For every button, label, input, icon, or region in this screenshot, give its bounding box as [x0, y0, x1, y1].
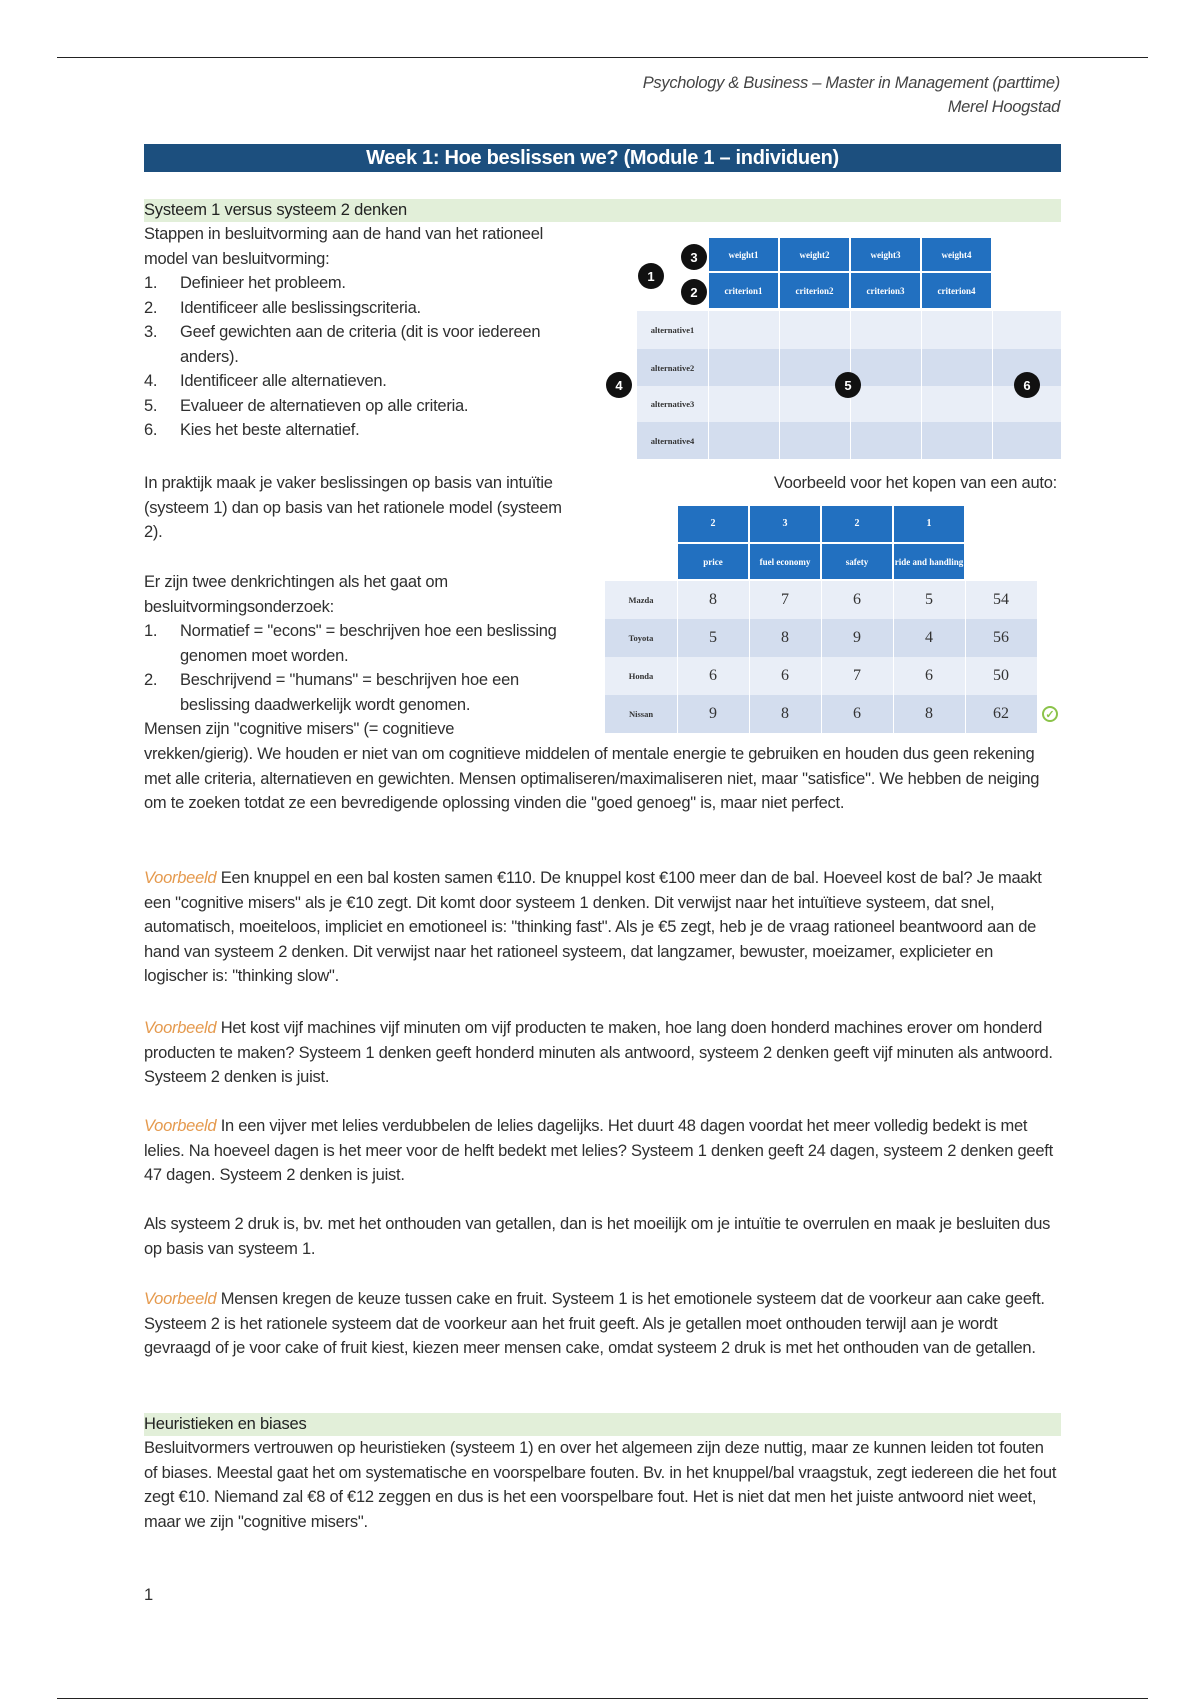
weight-cell: 1 [893, 505, 965, 543]
list-item [144, 320, 574, 369]
steps-list [144, 271, 574, 443]
example-text: Mensen kregen de keuze tussen cake en fruit. Systeem 1 is het emotionele systeem dat de voorkeur aan cake geeft. Systeem 2 is het rationele systeem dat de voorkeur aan het fruit geeft. Als je getallen moet onthouden terwijl aan je wordt gevraagd of je voor cake of fruit kiest, kiezen meer mensen cake, omdat systeem 2 druk is met het onthouden van de getallen. [144, 1290, 1045, 1357]
section-heading-systeem: Systeem 1 versus systeem 2 denken [144, 199, 1061, 222]
grid-line [677, 581, 678, 733]
weight-cell: 2 [677, 505, 749, 543]
bottom-rule [57, 1698, 1148, 1699]
car-name: Honda [628, 671, 654, 681]
denkrichtingen-block [144, 570, 584, 742]
list-item [144, 369, 574, 394]
list-text: Beschrijvend = "humans" = beschrijven hoe een beslissing daadwerkelijk wordt genomen. [180, 671, 519, 714]
grid-line [893, 581, 894, 733]
header-course: Psychology & Business – Master in Management (parttime) [642, 74, 1060, 92]
example-text: Een knuppel en een bal kosten samen €110. De knuppel kost €100 meer dan de bal. Hoeveel kost de bal? Je maakt een "cognitive misers" als je €10 zegt. Dit komt door systeem 1 denken. Dit verwijst naar het intuïtieve systeem, dat snel, automatisch, moeiteloos, impliciet en emotioneel is: "thinking fast". Als je €5 zegt, heb je de vraag rationeel beantwoord aan de hand van systeem 2 denken. Dit verwijst naar het rationeel systeem, dat langzamer, bewuster, moeizamer, explicieter en logischer is: "thinking slow". [144, 869, 1042, 985]
number-badge-3: 3 [681, 244, 707, 270]
score-cell: 6 [853, 591, 861, 608]
criterion-cell: ride and handling [893, 543, 965, 580]
list-text: Definieer het probleem. [180, 274, 346, 292]
example-paragraph [144, 866, 1061, 989]
score-cell: 6 [781, 667, 789, 684]
score-cell: 6 [925, 667, 933, 684]
total-cell: 62 [993, 705, 1009, 722]
example-paragraph [144, 1114, 1061, 1188]
criterion-header-cell: criterion1 [708, 272, 779, 309]
score-cell: 6 [709, 667, 717, 684]
list-item [144, 619, 584, 668]
grid-line [708, 311, 709, 459]
weight-cell: 2 [821, 505, 893, 543]
number-badge-1: 1 [638, 263, 664, 289]
list-text: Geef gewichten aan de criteria (dit is voor iedereen anders). [180, 323, 541, 366]
total-cell: 54 [993, 591, 1009, 608]
total-cell: 50 [993, 667, 1009, 684]
voorbeeld-label: Voorbeeld [144, 1019, 217, 1037]
list-text: Identificeer alle beslissingscriteria. [180, 298, 421, 317]
car-name: Nissan [628, 709, 654, 719]
list-number: 6. [144, 421, 158, 439]
list-number: 5. [144, 396, 158, 415]
section-heading-heuristieken: Heuristieken en biases [144, 1413, 1061, 1436]
number-badge-4: 4 [606, 372, 632, 398]
criterion-header-cell: criterion3 [850, 272, 921, 309]
list-number: 1. [144, 274, 158, 292]
weight-header-cell: weight4 [921, 237, 992, 272]
page-number: 1 [144, 1586, 153, 1604]
misers-start: Mensen zijn "cognitive misers" (= cognitieve [144, 720, 455, 738]
alternative-label: alternative2 [650, 362, 695, 373]
misers-paragraph: vrekken/gierig). We houden er niet van om cognitieve middelen of mentale energie te gebruiken en houden dus geen rekening met alle criteria, alternatieven en gewichten. Mensen optimaliseren/maximaliseren niet, maar "satisfice". We hebben de neiging om te zoeken totdat ze een bevredigende oplossing vinden die "goed genoeg" is, maar niet perfect. [144, 745, 1040, 812]
criterion-cell: fuel economy [749, 543, 821, 580]
list-text: Normatief = "econs" = beschrijven hoe een beslissing genomen moet worden. [180, 622, 557, 665]
score-cell: 4 [925, 629, 933, 646]
heuristieken-paragraph: Besluitvormers vertrouwen op heuristieken (systeem 1) en over het algemeen zijn deze nuttig, maar ze kunnen leiden tot fouten of biases. Meestal gaat het om systematische en voorspelbare fouten. Bv. in het knuppel/bal vraagstuk, zegt iedereen die het fout zegt €10. Niemand zal €8 of €12 zeggen en dus is het een voorspelbare fout. Het is niet dat men het juiste antwoord niet weet, maar we zijn "cognitive misers". [144, 1439, 1057, 1531]
weight-header-cell: weight1 [708, 237, 779, 272]
list-text: Evalueer de alternatieven op alle criteria. [180, 396, 469, 415]
list-item [144, 418, 574, 443]
score-cell: 9 [853, 629, 861, 646]
denkrichtingen-intro: Er zijn twee denkrichtingen als het gaat om besluitvormingsonderzoek: [144, 573, 448, 616]
voorbeeld-label: Voorbeeld [144, 1290, 217, 1308]
score-cell: 8 [709, 591, 717, 608]
header-author: Merel Hoogstad [947, 98, 1060, 116]
car-example-caption: Voorbeeld voor het kopen van een auto: [773, 474, 1057, 492]
total-cell: 56 [993, 629, 1009, 646]
example-text: In een vijver met lelies verdubbelen de lelies dagelijks. Het duurt 48 dagen voordat het meer volledig bedekt is met lelies. Na hoeveel dagen is het meer voor de helft bedekt met lelies? Systeem 1 denken geeft 24 dagen, systeem 2 denken geeft 47 dagen. Systeem 2 denken is juist. [144, 1117, 1053, 1184]
criterion-cell: price [677, 543, 749, 580]
criterion-header-cell: criterion4 [921, 272, 992, 309]
list-text: Kies het beste alternatief. [180, 421, 360, 439]
list-number: 2. [144, 298, 158, 317]
example-text: Het kost vijf machines vijf minuten om vijf producten te maken, hoe lang doen honderd machines erover om honderd producten te maken? Systeem 1 denken geeft honderd minuten als antwoord, systeem 2 denken geeft vijf minuten als antwoord. Systeem 2 denken is juist. [144, 1019, 1053, 1086]
voorbeeld-label: Voorbeeld [144, 869, 217, 887]
grid-line [779, 311, 780, 459]
score-cell: 8 [781, 629, 789, 646]
example-paragraph [144, 1016, 1061, 1090]
criterion-header-cell: criterion2 [779, 272, 850, 309]
list-item [144, 296, 574, 321]
alternative-label: alternative1 [650, 325, 695, 335]
score-cell: 9 [709, 705, 717, 722]
weight-header-cell: weight3 [850, 237, 921, 272]
list-item [144, 668, 584, 717]
grid-line [749, 581, 750, 733]
list-number: 1. [144, 622, 158, 640]
score-cell: 8 [925, 705, 933, 722]
score-cell: 5 [709, 629, 717, 646]
criterion-cell: safety [821, 543, 893, 580]
score-cell: 6 [853, 705, 861, 722]
check-circle-icon: ✓ [1042, 706, 1058, 722]
denkrichtingen-list [144, 619, 584, 717]
car-name: Toyota [628, 633, 654, 643]
number-badge-6: 6 [1014, 372, 1040, 398]
grid-line [921, 311, 922, 459]
weight-cell: 3 [749, 505, 821, 543]
weight-header-cell: weight2 [779, 237, 850, 272]
list-item [144, 271, 574, 296]
grid-line [821, 581, 822, 733]
alternative-label: alternative3 [650, 399, 695, 409]
page-title: Week 1: Hoe beslissen we? (Module 1 – individuen) [144, 144, 1061, 172]
alternative-label: alternative4 [650, 435, 695, 446]
grid-line [965, 581, 966, 733]
number-badge-5: 5 [835, 372, 861, 398]
druk-paragraph: Als systeem 2 druk is, bv. met het onthouden van getallen, dan is het moeilijk om je intuïtie te overrulen en maak je besluiten dus op basis van systeem 1. [144, 1215, 1051, 1258]
list-number: 3. [144, 323, 158, 341]
number-badge-2: 2 [681, 279, 707, 305]
steps-intro: Stappen in besluitvorming aan de hand van het rationeel model van besluitvorming: [144, 225, 544, 268]
car-name: Mazda [628, 595, 654, 605]
grid-line [992, 311, 993, 459]
voorbeeld-label: Voorbeeld [144, 1117, 217, 1135]
score-cell: 7 [781, 591, 789, 608]
score-cell: 7 [853, 667, 861, 684]
list-number: 2. [144, 671, 158, 689]
score-cell: 8 [781, 705, 789, 722]
example-paragraph [144, 1287, 1061, 1361]
praktijk-paragraph: In praktijk maak je vaker beslissingen op basis van intuïtie (systeem 1) dan op basis van het rationele model (systeem 2). [144, 474, 562, 541]
list-item [144, 394, 574, 419]
score-cell: 5 [925, 591, 933, 608]
list-number: 4. [144, 372, 158, 390]
top-rule [57, 57, 1148, 58]
list-text: Identificeer alle alternatieven. [180, 372, 387, 390]
steps-block [144, 222, 574, 443]
